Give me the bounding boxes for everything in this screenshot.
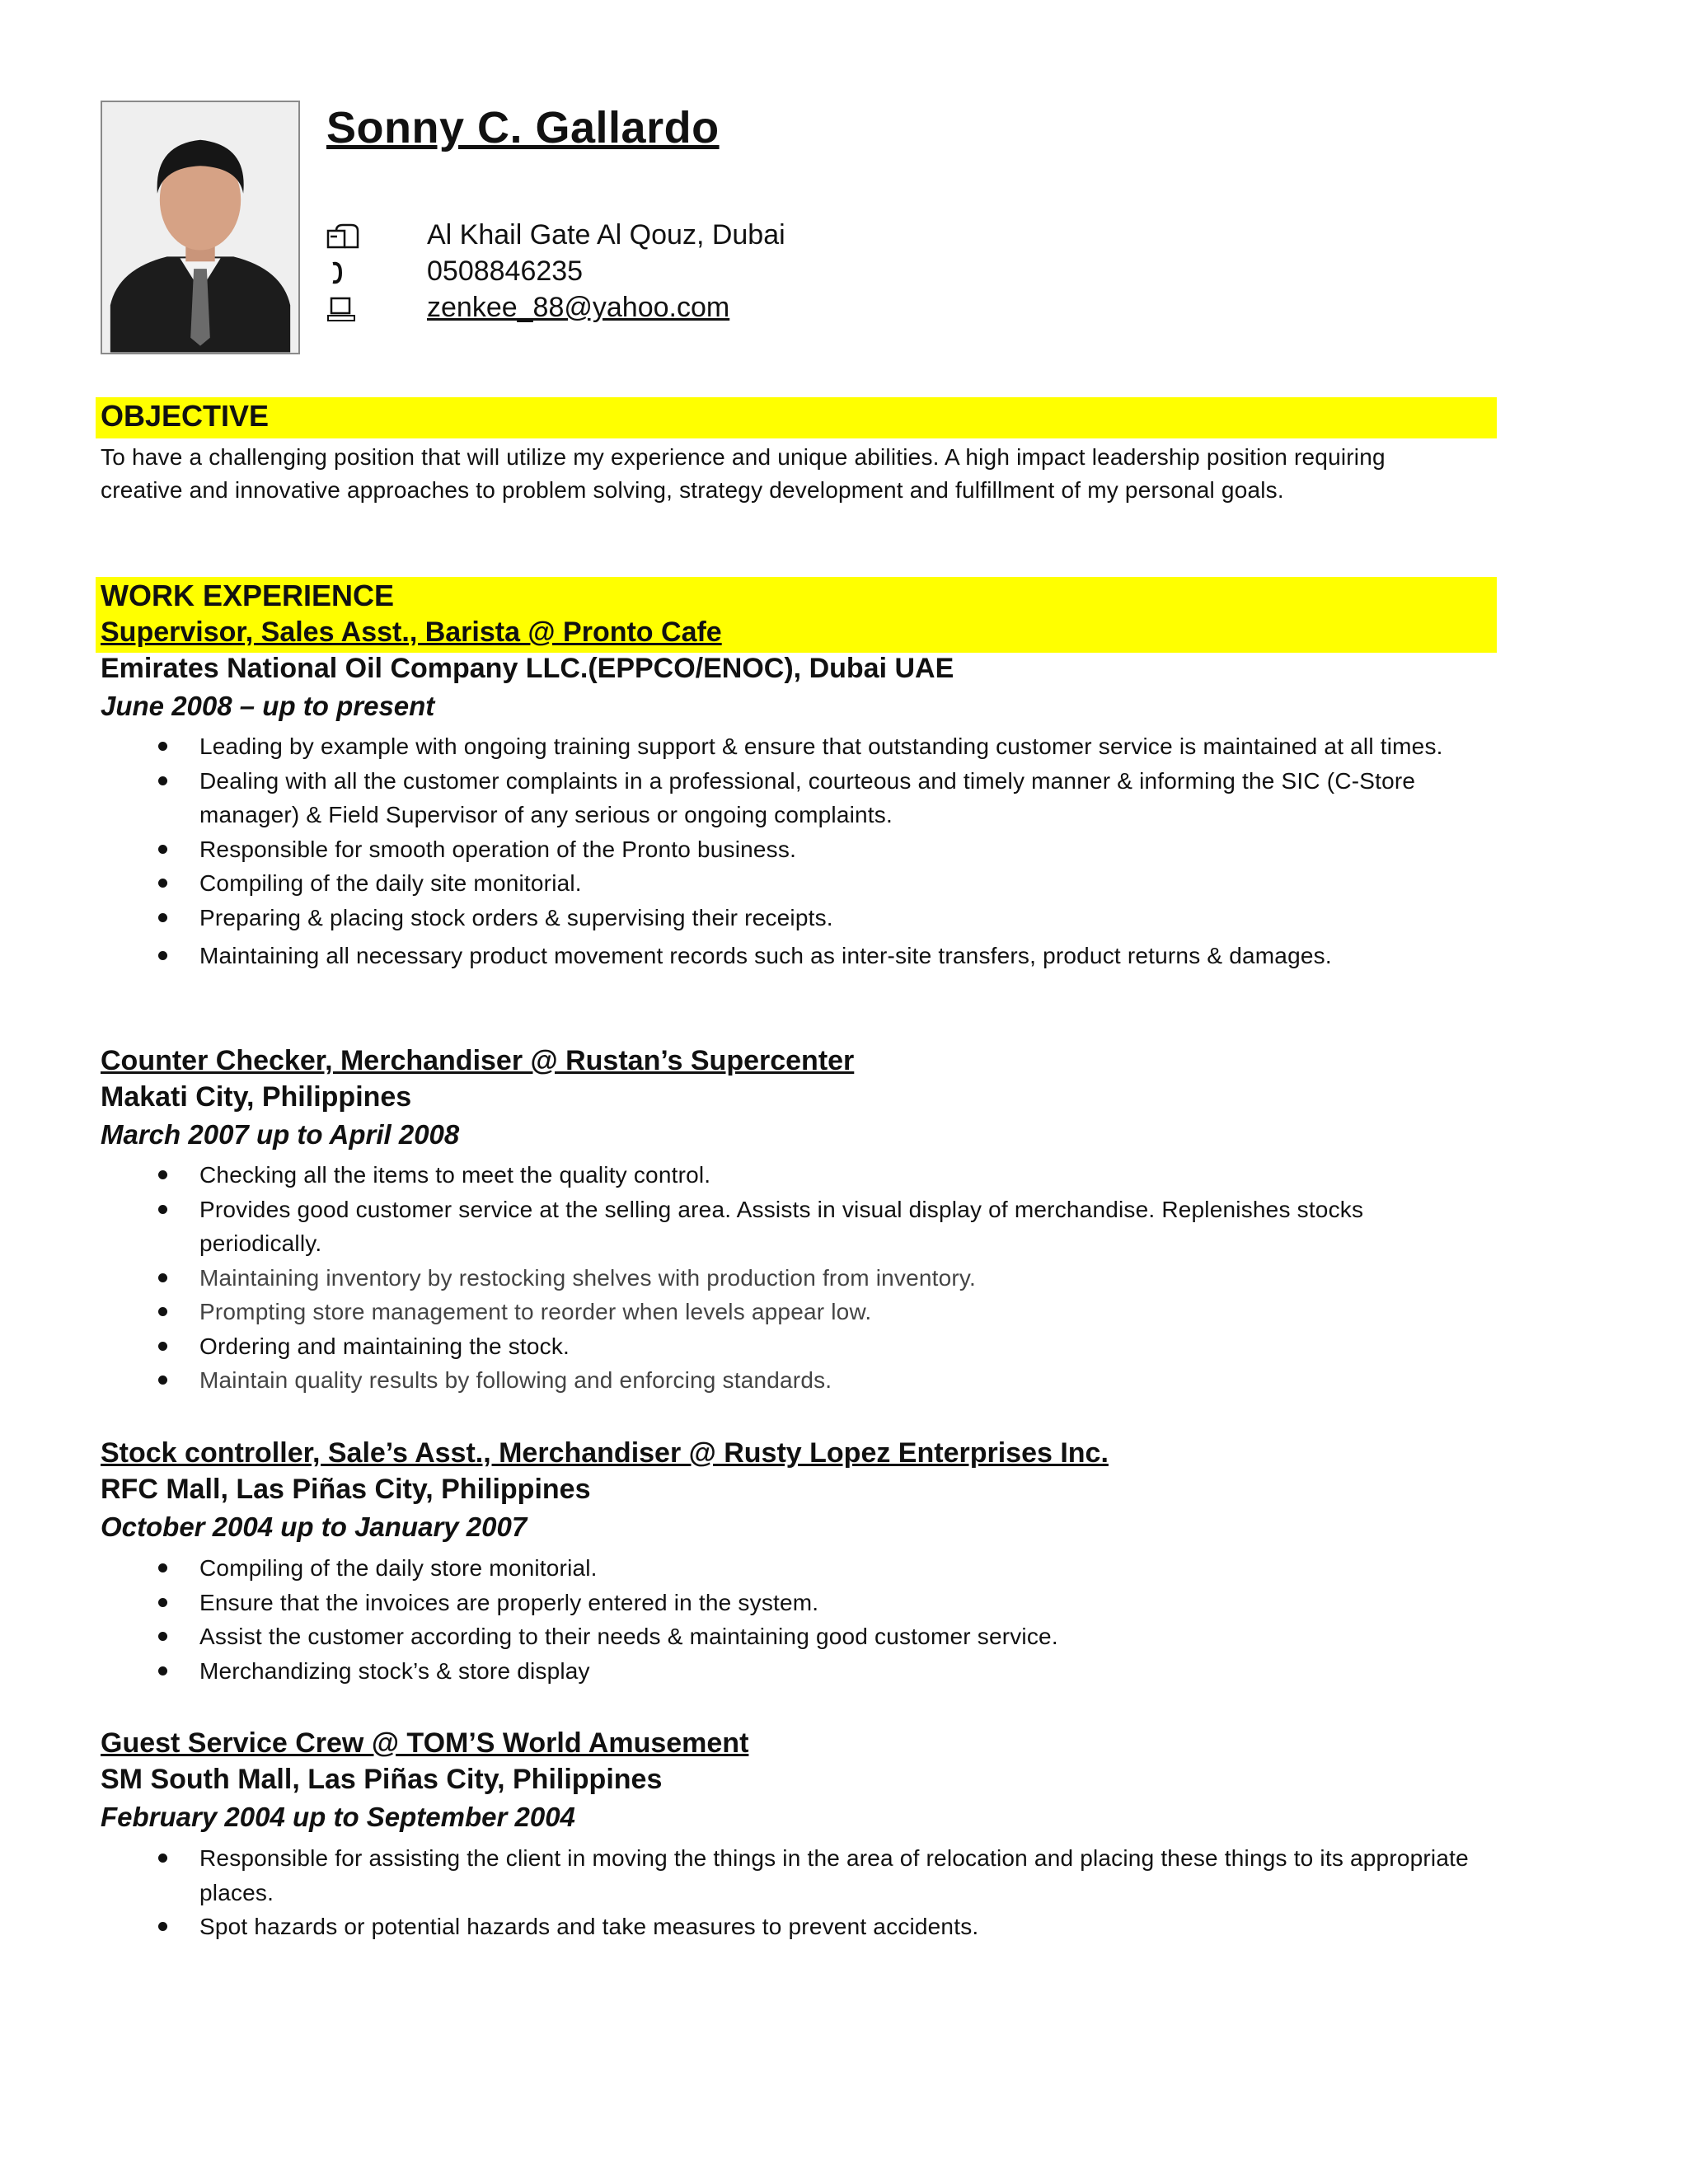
job-3-dates: October 2004 up to January 2007 xyxy=(101,1511,528,1542)
list-item: Ordering and maintaining the stock. xyxy=(148,1329,1492,1364)
list-item: Responsible for assisting the client in moving the things in the area of relocation and placing these things to its appropriate places. xyxy=(148,1841,1492,1910)
list-item: Compiling of the daily store monitorial. xyxy=(148,1551,1492,1586)
objective-heading: OBJECTIVE xyxy=(101,399,270,433)
address-text: Al Khail Gate Al Qouz, Dubai xyxy=(427,219,785,251)
job-2-company: Makati City, Philippines xyxy=(101,1081,412,1113)
profile-photo xyxy=(101,101,300,354)
job-3-duties xyxy=(148,1551,1492,1688)
profile-photo-icon xyxy=(102,102,298,353)
job-4-title: Guest Service Crew @ TOM’S World Amusement xyxy=(101,1727,749,1759)
list-item: Dealing with all the customer complaints in a professional, courteous and timely manner & informing the SIC (C-Store manager) & Field Supervisor of any serious or ongoing complaints. xyxy=(148,764,1492,832)
email-link[interactable]: zenkee_88@yahoo.com xyxy=(427,292,730,323)
list-item: Leading by example with ongoing training support & ensure that outstanding customer service is maintained at all times. xyxy=(148,729,1492,764)
job-1-dates: June 2008 – up to present xyxy=(101,691,435,721)
mailbox-icon xyxy=(326,223,359,251)
list-item: Provides good customer service at the selling area. Assists in visual display of merchandise. Replenishes stocks periodically. xyxy=(148,1193,1492,1261)
list-item: Maintain quality results by following and enforcing standards. xyxy=(148,1363,1492,1398)
computer-icon xyxy=(326,295,359,323)
job-2-duties xyxy=(148,1158,1492,1398)
list-item: Checking all the items to meet the quality control. xyxy=(148,1158,1492,1193)
list-item: Maintaining inventory by restocking shelves with production from inventory. xyxy=(148,1261,1492,1296)
job-1-duties xyxy=(148,729,1492,973)
list-item: Preparing & placing stock orders & supervising their receipts. xyxy=(148,901,1492,935)
job-2-dates: March 2007 up to April 2008 xyxy=(101,1119,460,1150)
list-item: Ensure that the invoices are properly entered in the system. xyxy=(148,1586,1492,1620)
job-3-title: Stock controller, Sale’s Asst., Merchandiser @ Rusty Lopez Enterprises Inc. xyxy=(101,1437,1109,1469)
job-1-title: Supervisor, Sales Asst., Barista @ Pronto Cafe xyxy=(101,616,722,648)
objective-text: To have a challenging position that will utilize my experience and unique abilities. A high impact leadership position requiring creative and innovative approaches to problem solving, strategy development and fulfillment of my personal goals. xyxy=(101,444,1386,503)
candidate-name: Sonny C. Gallardo xyxy=(326,103,720,152)
list-item: Spot hazards or potential hazards and take measures to prevent accidents. xyxy=(148,1910,1492,1944)
work-experience-heading: WORK EXPERIENCE xyxy=(101,579,395,612)
job-4-dates: February 2004 up to September 2004 xyxy=(101,1802,575,1832)
list-item: Compiling of the daily site monitorial. xyxy=(148,866,1492,901)
phone-text: 0508846235 xyxy=(427,255,584,287)
list-item: Maintaining all necessary product movement records such as inter-site transfers, product returns & damages. xyxy=(148,939,1492,973)
job-3-company: RFC Mall, Las Piñas City, Philippines xyxy=(101,1474,591,1505)
list-item: Assist the customer according to their needs & maintaining good customer service. xyxy=(148,1619,1492,1654)
job-1-company: Emirates National Oil Company LLC.(EPPCO/ENOC), Dubai UAE xyxy=(101,653,954,684)
list-item: Prompting store management to reorder when levels appear low. xyxy=(148,1295,1492,1329)
job-2-title: Counter Checker, Merchandiser @ Rustan’s Supercenter xyxy=(101,1045,855,1076)
phone-icon xyxy=(326,259,359,287)
objective-highlight xyxy=(96,397,1497,438)
list-item: Responsible for smooth operation of the Pronto business. xyxy=(148,832,1492,867)
job-4-duties xyxy=(148,1841,1492,1944)
job-4-company: SM South Mall, Las Piñas City, Philippines xyxy=(101,1764,663,1795)
list-item: Merchandizing stock’s & store display xyxy=(148,1654,1492,1689)
